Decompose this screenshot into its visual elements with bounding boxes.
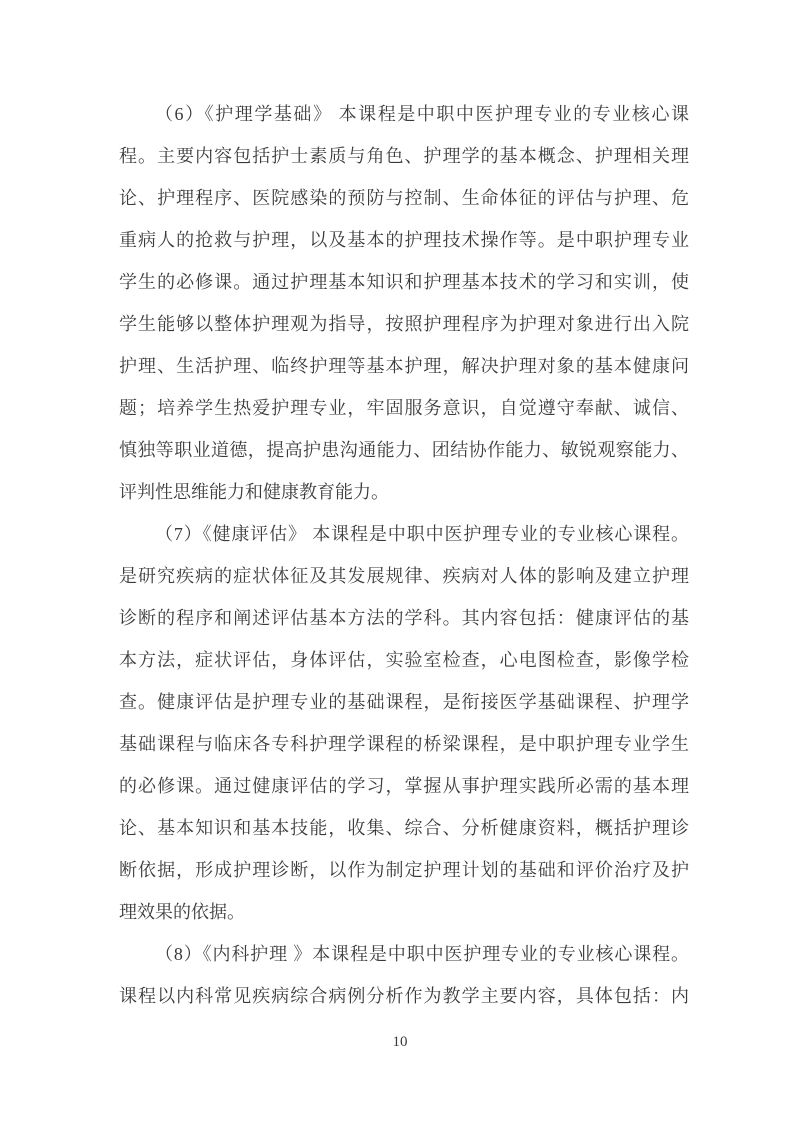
text-line: 断依据，形成护理诊断，以作为制定护理计划的基础和评价治疗及护 (119, 860, 689, 880)
text-line: 论、基本知识和基本技能，收集、综合、分析健康资料，概括护理诊 (119, 818, 689, 838)
text-line: 论、护理程序、医院感染的预防与控制、生命体征的评估与护理、危 (119, 188, 689, 208)
text-line: 基础课程与临床各专科护理学课程的桥梁课程，是中职护理专业学生 (119, 734, 689, 754)
text-line: （6）《护理学基础》 本课程是中职中医护理专业的专业核心课 (155, 104, 689, 124)
text-line: 重病人的抢救与护理，以及基本的护理技术操作等。是中职护理专业 (119, 230, 689, 250)
document-body (119, 93, 689, 1017)
text-line: 理效果的依据。 (119, 902, 245, 922)
text-line: 查。健康评估是护理专业的基础课程，是衔接医学基础课程、护理学 (119, 692, 689, 712)
page-number: 10 (392, 1034, 408, 1050)
text-line: 本方法，症状评估，身体评估，实验室检查，心电图检查，影像学检 (119, 650, 689, 670)
text-line: 护理、生活护理、临终护理等基本护理，解决护理对象的基本健康问 (119, 356, 689, 376)
text-line: （8）《内科护理 》本课程是中职中医护理专业的专业核心课程。 (155, 944, 689, 964)
text-line: 诊断的程序和阐述评估基本方法的学科。其内容包括：健康评估的基 (119, 608, 689, 628)
text-line: 的必修课。通过健康评估的学习，掌握从事护理实践所必需的基本理 (119, 776, 689, 796)
text-line: 评判性思维能力和健康教育能力。 (119, 482, 389, 502)
text-line: 学生能够以整体护理观为指导，按照护理程序为护理对象进行出入院 (119, 314, 689, 334)
text-line: 慎独等职业道德，提高护患沟通能力、团结协作能力、敏锐观察能力、 (119, 440, 689, 460)
text-line: 学生的必修课。通过护理基本知识和护理基本技术的学习和实训，使 (119, 272, 689, 292)
text-line: 程。主要内容包括护士素质与角色、护理学的基本概念、护理相关理 (119, 146, 689, 166)
text-line: （7）《健康评估》 本课程是中职中医护理专业的专业核心课程。 (155, 524, 689, 544)
text-line: 题；培养学生热爱护理专业，牢固服务意识，自觉遵守奉献、诚信、 (119, 398, 689, 418)
text-line: 课程以内科常见疾病综合病例分析作为教学主要内容，具体包括：内 (119, 986, 689, 1006)
text-line: 是研究疾病的症状体征及其发展规律、疾病对人体的影响及建立护理 (119, 566, 689, 586)
